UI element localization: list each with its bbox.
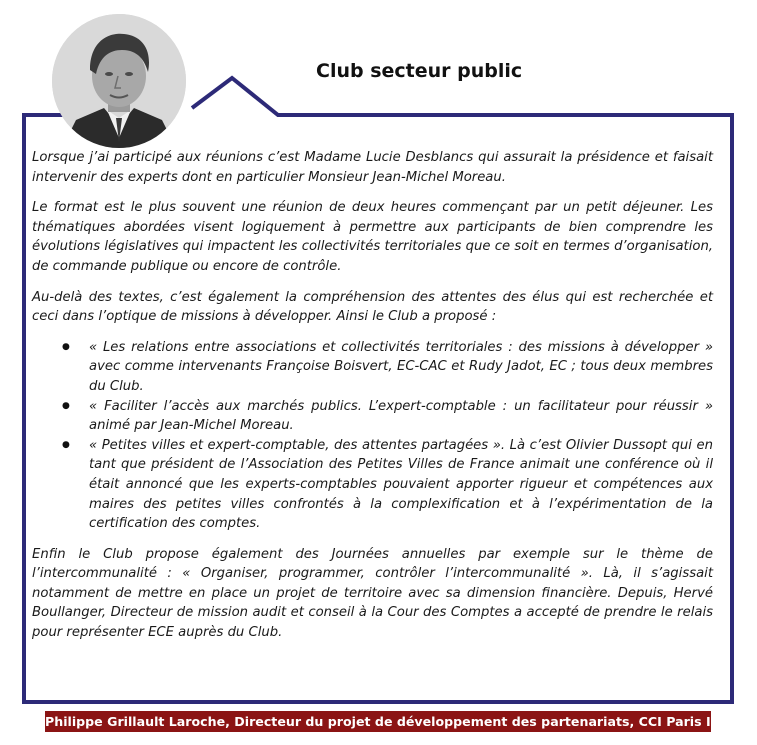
bullet-list	[32, 338, 713, 534]
paragraph: Lorsque j’ai participé aux réunions c’est Madame Lucie Desblancs qui assurait la présidence et faisait intervenir des experts dont en particulier Monsieur Jean-Michel Moreau.	[32, 150, 713, 185]
person-portrait-icon	[52, 14, 186, 148]
testimonial-body	[32, 148, 713, 654]
avatar	[52, 14, 186, 148]
list-item: ● « Petites villes et expert-comptable, des attentes partagées ». Là c’est Olivier Dussopt qui en tant que président de l’Association des Petites Villes de France animait une conférence où il était annoncé que les experts-comptables pouvaient apporter rigueur et compétences aux maires des petites villes confrontés à la complexification et à l’expérimentation de la certification des comptes.	[89, 436, 713, 534]
paragraph: Le format est le plus souvent une réunion de deux heures commençant par un petit déjeuner. Les thématiques abordées visent logiquement à permettre aux participants de bien comprendre les évolutions législatives qui impactent les collectivités territoriales que ce soit en termes d’organisation, de commande publique ou encore de contrôle.	[32, 200, 713, 274]
page-title: Club secteur public	[316, 60, 523, 82]
list-item: ● « Les relations entre associations et collectivités territoriales : des missions à développer » avec comme intervenants Françoise Boisvert, EC-CAC et Rudy Jadot, EC ; tous deux membres du Club.	[89, 338, 713, 397]
paragraph: Au-delà des textes, c’est également la compréhension des attentes des élus qui est recherchée et ceci dans l’optique de missions à développer. Ainsi le Club a proposé :	[32, 289, 713, 325]
signature-banner: Philippe Grillault Laroche, Directeur du projet de développement des partenariats, CCI Paris IDF	[45, 711, 711, 732]
list-item: ● « Faciliter l’accès aux marchés publics. L’expert-comptable : un facilitateur pour réussir » animé par Jean-Michel Moreau.	[89, 397, 713, 436]
closing-paragraph: Enfin le Club propose également des Journées annuelles par exemple sur le thème de l’intercommunalité : « Organiser, programmer, contrôler l’intercommunalité ». Là, il s’agissait notamment de mettre en place un projet de territoire avec sa dimension financière. Depuis, Hervé Boullanger, Directeur de mission audit et conseil à la Cour des Comptes a accepté de prendre le relais pour représenter ECE auprès du Club.	[32, 546, 713, 641]
